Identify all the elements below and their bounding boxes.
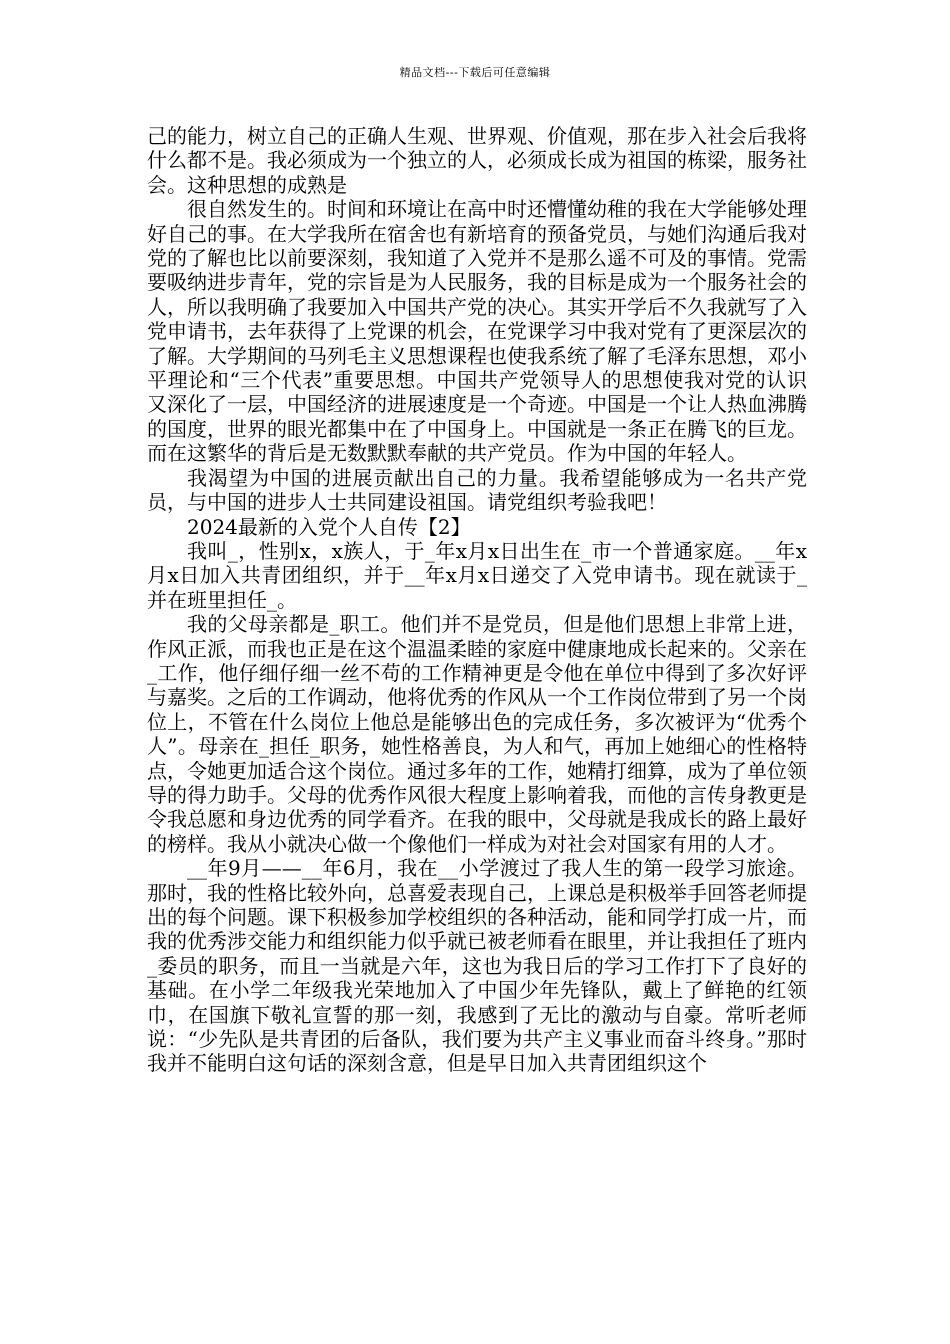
paragraph-5: 我的父母亲都是_职工。他们并不是党员，但是他们思想上非常上进，作风正派，而我也正是在这个温温柔睦的家庭中健康地成长起来的。父亲在_工作，他仔细仔细一丝不苟的工作精神更是令他在单位中得到了多次好评与嘉奖。之后的工作调动，他将优秀的作风从一个工作岗位带到了另一个岗位上，不管在什么岗位上他总是能够出色的完成任务，多次被评为“优秀个人”。母亲在_担任_职务，她性格善良，为人和气，再加上她细心的性格特点，令她更加适合这个岗位。通过多年的工作，她精打细算，成为了单位领导的得力助手。父母的优秀作风很大程度上影响着我，而他的言传身教更是令我总愿和身边优秀的同学看齐。在我的眼中，父母就是我成长的路上最好的榜样。我从小就决心做一个像他们一样成为对社会对国家有用的人才。 (147, 612, 807, 856)
page-header: 精品文档---下载后可任意编辑 (399, 66, 551, 79)
paragraph-2: 很自然发生的。时间和环境让在高中时还懵懂幼稚的我在大学能够处理好自己的事。在大学我所在宿舍也有新培育的预备党员，与她们沟通后我对党的了解也比以前要深刻，我知道了入党并不是那么遥不可及的事情。党需要吸纳进步青年，党的宗旨是为人民服务，我的目标是成为一个服务社会的人，所以我明确了我要加入中国共产党的决心。其实开学后不久我就写了入党申请书，去年获得了上党课的机会，在党课学习中我对党有了更深层次的了解。大学期间的马列毛主义思想课程也使我系统了解了毛泽东思想，邓小平理论和“三个代表”重要思想。中国共产党领导人的思想使我对党的认识又深化了一层，中国经济的进展速度是一个奇迹。中国是一个让人热血沸腾的国度，世界的眼光都集中在了中国身上。中国就是一条正在腾飞的巨龙。而在这繁华的背后是无数默默奉献的共产党员。作为中国的年轻人。 (147, 197, 807, 466)
section-heading: 2024最新的入党个人自传【2】 (187, 514, 471, 539)
paragraph-1: 己的能力，树立自己的正确人生观、世界观、价值观，那在步入社会后我将什么都不是。我必须成为一个独立的人，必须成长成为祖国的栋梁，服务社会。这种思想的成熟是 (147, 124, 807, 197)
paragraph-6: __年9月——__年6月，我在__小学渡过了我人生的第一段学习旅途。那时，我的性格比较外向，总喜爱表现自己，上课总是积极举手回答老师提出的每个问题。课下积极参加学校组织的各种活动，能和同学打成一片，而我的优秀涉交能力和组织能力似乎就已被老师看在眼里，并让我担任了班内_委员的职务，而且一当就是六年，这也为我日后的学习工作打下了良好的基础。在小学二年级我光荣地加入了中国少年先锋队，戴上了鲜艳的红领巾，在国旗下敬礼宣誓的那一刻，我感到了无比的激动与自豪。常听老师说：“少先队是共青团的后备队，我们要为共产主义事业而奋斗终身。”那时我并不能明白这句话的深刻含意，但是早日加入共青团组织这个 (147, 856, 807, 1076)
document-body (147, 124, 807, 1076)
paragraph-3: 我渴望为中国的进展贡献出自己的力量。我希望能够成为一名共产党员，与中国的进步人士共同建设祖国。请党组织考验我吧！ (147, 465, 807, 515)
paragraph-4: 我叫_，性别x，x族人，于_年x月x日出生在_市一个普通家庭。__年x月x日加入共青团组织，并于__年x月x日递交了入党申请书。现在就读于_并在班里担任_。 (147, 538, 807, 612)
